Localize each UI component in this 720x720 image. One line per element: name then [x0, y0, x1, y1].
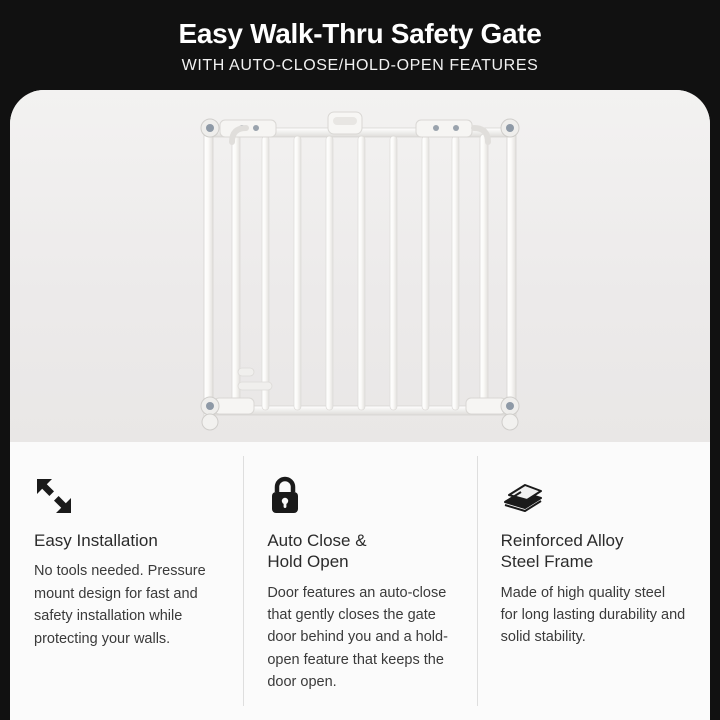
feature-title: [501, 530, 686, 573]
feature-body: No tools needed. Pressure mount design for fast and safety installation while protecting your walls.: [34, 563, 206, 647]
feature-title-line1: Reinforced Alloy: [500, 531, 624, 550]
feature-title: Easy Installation: [34, 531, 158, 550]
page-subtitle: WITH AUTO-CLOSE/HOLD-OPEN FEATURES: [181, 57, 539, 75]
product-image-safety-gate: [180, 106, 540, 436]
feature-card-auto-close-hold-open: [243, 442, 476, 720]
feature-title-line2: Steel Frame: [500, 552, 594, 572]
feature-title-line2: Hold Open: [267, 552, 349, 572]
page-title: Easy Walk-Thru Safety Gate: [178, 18, 542, 49]
feature-body: Door features an auto-close that gently closes the gate door behind you and a hold-open feature that keeps the door open.: [267, 584, 448, 691]
feature-body: Made of high quality steel for long lasting durability and solid stability.: [500, 584, 686, 646]
feature-card-easy-installation: [10, 442, 243, 720]
feature-cards: [10, 442, 710, 720]
expand-arrows-icon: [34, 470, 219, 516]
steel-plates-icon: [501, 470, 686, 516]
feature-title: [267, 530, 452, 573]
header: [0, 0, 720, 75]
feature-title-line1: Auto Close &: [267, 531, 367, 550]
feature-card-reinforced-alloy-steel-frame: [477, 442, 710, 720]
hero-panel: [10, 90, 710, 442]
lock-icon: [267, 470, 452, 516]
